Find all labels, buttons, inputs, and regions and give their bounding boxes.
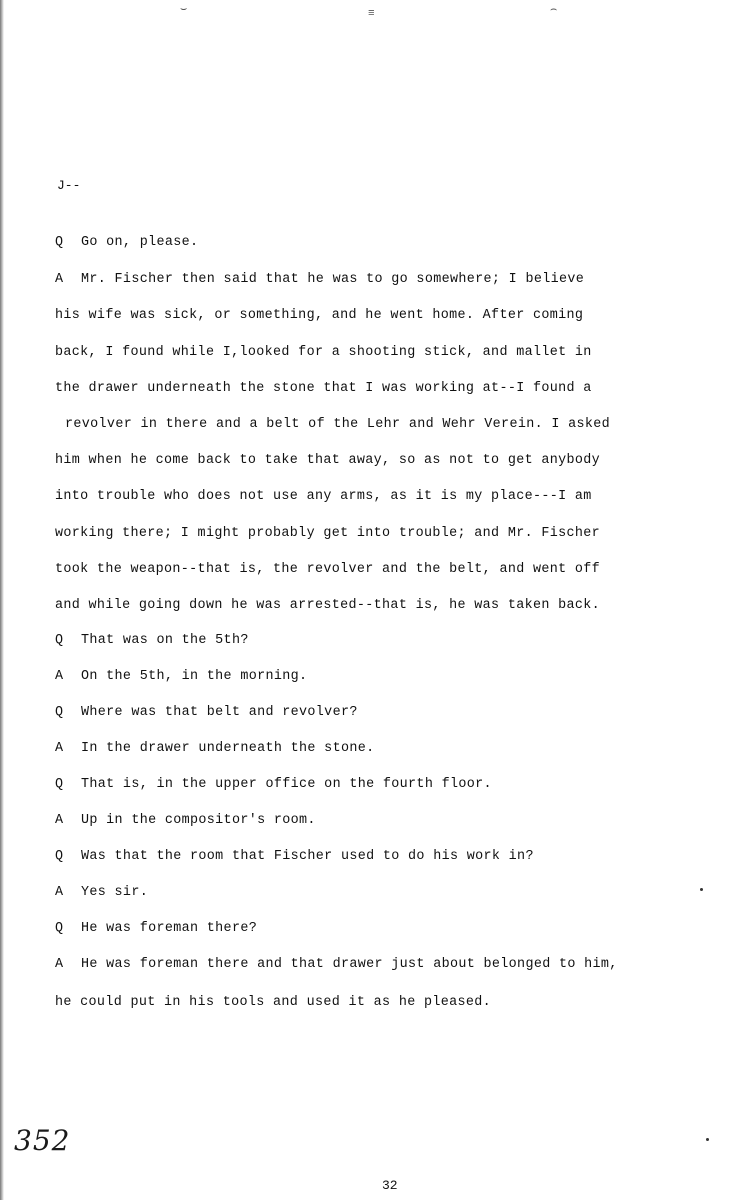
line-text: took the weapon--that is, the revolver and the belt, and went off bbox=[55, 562, 601, 577]
scan-edge bbox=[0, 0, 4, 1200]
scan-mark: ⌢ bbox=[550, 4, 558, 16]
speaker-label: Q bbox=[55, 777, 64, 792]
transcript-line-answer bbox=[55, 813, 316, 829]
transcript-line-question bbox=[55, 849, 534, 865]
transcript-line-continuation bbox=[55, 381, 592, 397]
transcript-line-question bbox=[55, 777, 492, 793]
transcript-line-continuation bbox=[55, 995, 491, 1011]
transcript-line-continuation bbox=[55, 453, 600, 469]
speaker-label: A bbox=[55, 813, 64, 828]
line-text: Was that the room that Fischer used to do his work in? bbox=[81, 849, 534, 864]
scan-speck bbox=[706, 1138, 709, 1141]
line-text: Go on, please. bbox=[81, 235, 199, 250]
transcript-line-continuation bbox=[55, 526, 600, 542]
line-text: That was on the 5th? bbox=[81, 633, 249, 648]
speaker-label: A bbox=[55, 669, 64, 684]
line-text: On the 5th, in the morning. bbox=[81, 669, 308, 684]
speaker-label: Q bbox=[55, 921, 64, 936]
scan-mark: ⌣ bbox=[180, 4, 188, 16]
line-text: Where was that belt and revolver? bbox=[81, 705, 358, 720]
transcript-line-answer bbox=[55, 885, 148, 901]
handwritten-page-number: 352 bbox=[14, 1124, 71, 1157]
line-text: Yes sir. bbox=[81, 885, 149, 900]
transcript-line-answer bbox=[55, 957, 618, 973]
speaker-label: Q bbox=[55, 235, 64, 250]
section-marker: J-- bbox=[57, 178, 81, 193]
transcript-line-question bbox=[55, 633, 249, 649]
line-text: and while going down he was arrested--that is, he was taken back. bbox=[55, 598, 601, 613]
transcript-line-answer bbox=[55, 669, 307, 685]
transcript-line-continuation bbox=[55, 308, 583, 324]
line-text: working there; I might probably get into trouble; and Mr. Fischer bbox=[55, 526, 601, 541]
transcript-line-continuation bbox=[55, 562, 600, 578]
speaker-label: A bbox=[55, 957, 64, 972]
line-text: he could put in his tools and used it as he pleased. bbox=[55, 995, 492, 1010]
transcript-line-answer bbox=[55, 741, 375, 757]
line-text: That is, in the upper office on the fourth floor. bbox=[81, 777, 492, 792]
speaker-label: A bbox=[55, 885, 64, 900]
speaker-label: A bbox=[55, 741, 64, 756]
line-text: back, I found while I,looked for a shooting stick, and mallet in bbox=[55, 345, 592, 360]
transcript-line-continuation bbox=[55, 345, 592, 361]
line-text: He was foreman there? bbox=[81, 921, 258, 936]
transcript-line-question bbox=[55, 921, 257, 937]
transcript-line-question bbox=[55, 235, 198, 251]
line-text: him when he come back to take that away, so as not to get anybody bbox=[55, 453, 601, 468]
transcript-line-continuation bbox=[55, 598, 600, 614]
line-text: He was foreman there and that drawer just about belonged to him, bbox=[81, 957, 618, 972]
line-text: Mr. Fischer then said that he was to go somewhere; I believe bbox=[81, 272, 585, 287]
speaker-label: Q bbox=[55, 633, 64, 648]
scan-speck bbox=[700, 888, 703, 891]
speaker-label: Q bbox=[55, 849, 64, 864]
line-text: the drawer underneath the stone that I was working at--I found a bbox=[55, 381, 592, 396]
page-number: 32 bbox=[382, 1178, 398, 1193]
line-text: into trouble who does not use any arms, as it is my place---I am bbox=[55, 489, 592, 504]
line-text: his wife was sick, or something, and he went home. After coming bbox=[55, 308, 584, 323]
transcript-line-continuation bbox=[65, 417, 610, 433]
speaker-label: Q bbox=[55, 705, 64, 720]
transcript-line-question bbox=[55, 705, 358, 721]
line-text: revolver in there and a belt of the Lehr and Wehr Verein. I asked bbox=[65, 417, 611, 432]
line-text: In the drawer underneath the stone. bbox=[81, 741, 375, 756]
line-text: Up in the compositor's room. bbox=[81, 813, 316, 828]
scan-mark: ≡ bbox=[368, 8, 375, 20]
speaker-label: A bbox=[55, 272, 64, 287]
transcript-line-continuation bbox=[55, 489, 592, 505]
transcript-line-answer bbox=[55, 272, 584, 288]
